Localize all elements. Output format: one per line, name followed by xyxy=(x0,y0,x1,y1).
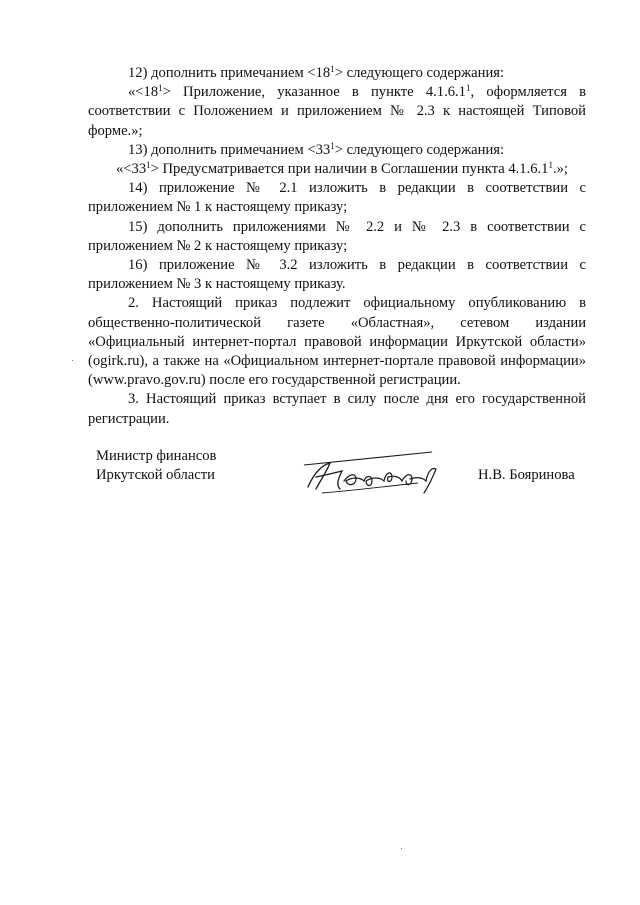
text-run: > Приложение, указанное в пункте 4.1.6.1 xyxy=(162,84,466,101)
text-run: 14) приложение № 2.1 изложить в редакции в соответствии с приложением № 1 к настоящему приказу; xyxy=(88,180,586,216)
paragraph-p13 xyxy=(88,141,586,160)
scan-speck xyxy=(401,848,402,849)
text-run: > Предусматривается при наличии в Соглашении пункта 4.1.6.1 xyxy=(150,161,549,178)
paragraph-p12 xyxy=(88,64,586,83)
paragraph-p14 xyxy=(88,179,586,217)
superscript: 1 xyxy=(146,160,151,171)
scan-speck xyxy=(72,360,73,361)
superscript: 1 xyxy=(330,140,335,151)
signatory-title-line2: Иркутской области xyxy=(96,467,215,484)
document-body xyxy=(88,64,586,429)
paragraph-p13-quote xyxy=(88,160,586,179)
paragraph-p16 xyxy=(88,256,586,294)
signatory-title xyxy=(96,447,216,485)
text-run: , оформляется в соответствии с Положением и приложением № 2.3 к настоящей Типовой форме.»; xyxy=(88,84,586,139)
handwritten-signature xyxy=(300,447,440,497)
paragraph-p2 xyxy=(88,294,586,390)
text-run: «<33 xyxy=(116,161,147,178)
signatory-name: Н.В. Бояринова xyxy=(478,467,575,483)
paragraph-p15 xyxy=(88,218,586,256)
text-run: > следующего содержания: xyxy=(334,65,505,81)
superscript: 1 xyxy=(158,83,163,94)
text-run: .»; xyxy=(552,161,568,178)
superscript: 1 xyxy=(465,83,471,94)
superscript: 1 xyxy=(548,160,553,171)
signatory-title-line1: Министр финансов xyxy=(96,448,217,464)
text-run: 3. Настоящий приказ вступает в силу после дня его государственной регистрации. xyxy=(88,391,586,427)
text-run: 2. Настоящий приказ подлежит официальному опубликованию в общественно-политической газете «Областная», сетевом издании «Официальный интернет-портал правовой информации Иркутской области» (ogirk.ru), а также на «Официальном интернет-портале правовой информации» (www.pravo.gov.ru) после его государственной регистрации. xyxy=(88,295,586,389)
text-run: 16) приложение № 3.2 изложить в редакции в соответствии с приложением № 3 к настоящему приказу. xyxy=(88,257,586,293)
text-run: 15) дополнить приложениями № 2.2 и № 2.3 в соответствии с приложением № 2 к настоящему приказу; xyxy=(88,218,586,254)
text-run: > следующего содержания: xyxy=(334,141,505,158)
text-run: «<18 xyxy=(128,84,159,101)
superscript: 1 xyxy=(330,64,335,74)
text-run: 12) дополнить примечанием <18 xyxy=(128,65,331,81)
signature-block xyxy=(0,447,640,507)
paragraph-p3 xyxy=(88,390,586,428)
text-run: 13) дополнить примечанием <33 xyxy=(128,141,331,158)
paragraph-p12-quote xyxy=(88,83,586,141)
